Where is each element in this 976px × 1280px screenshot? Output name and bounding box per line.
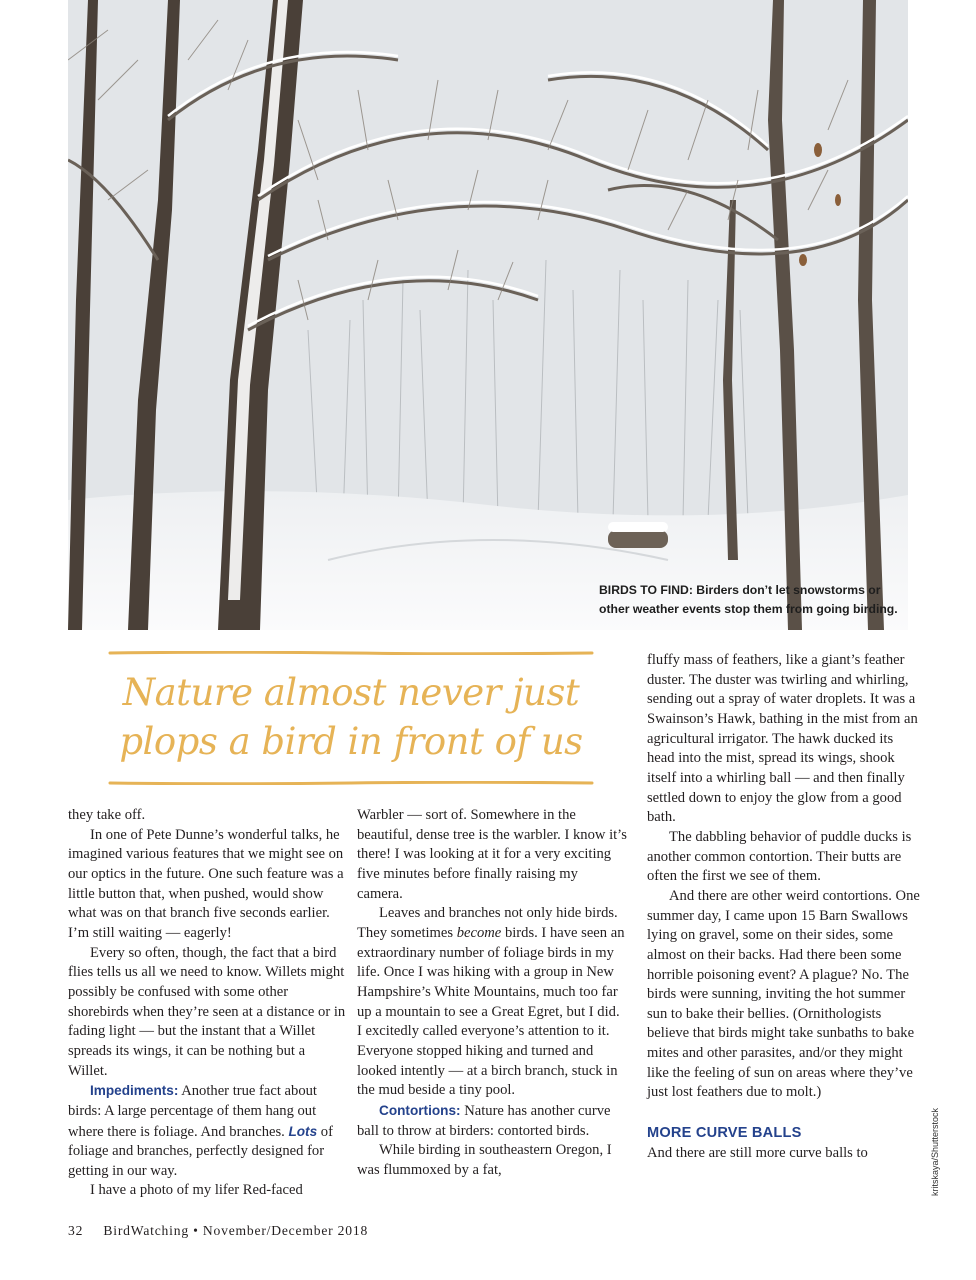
paragraph: Every so often, though, the fact that a bird flies tells us all we need to know. Willets might possibly be confused with some other shorebirds when they’re seen at a distance or in fading light — but the instant that a Willet spreads its wings, it can be nothing but a Willet. bbox=[68, 944, 346, 1079]
paragraph-text: of foliage and branches, perfectly designed for getting in our way. bbox=[68, 1123, 333, 1179]
paragraph: And there are other weird contortions. One summer day, I came upon 15 Barn Swallows lying on gravel, some on their sides, some almost on their backs. Had there been some horrible poisoning event? A plague? No. The birds were sunning, inviting the hot summer sun to bake their bellies. (Ornithologists believe that birds might take sunbaths to bake mites and other parasites, and/or they might like the feeling of sun on areas where they’ve just lost feathers due to molt.) bbox=[647, 887, 920, 1101]
publication-line: BirdWatching • November/December 2018 bbox=[103, 1223, 369, 1238]
pullquote-top-rule bbox=[108, 651, 594, 655]
subhead-more-curve-balls: MORE CURVE BALLS bbox=[647, 1125, 802, 1142]
pullquote-line-2: plops a bird in front of us bbox=[119, 720, 583, 763]
paragraph-text: Leaves and branches not only hide birds. They sometimes bbox=[357, 905, 618, 941]
paragraph: fluffy mass of feathers, like a giant’s feather duster. The duster was twirling and whirling, sending out a spray of water droplets. It was a Swainson’s Hawk, bathing in the mist from an agricultural irrigator. The hawk ducked its head into the mist, spread its wings, shook itself into a whirling ball — and then finally settled down to enjoy the glow from a good bath. bbox=[647, 652, 918, 826]
paragraph: I have a photo of my lifer Red-faced bbox=[90, 1182, 303, 1199]
emphasis-lots: Lots bbox=[288, 1123, 318, 1139]
pullquote-bottom-rule bbox=[108, 781, 594, 785]
paragraph-text: Nature has another curve ball to throw at birders: contorted birds. bbox=[357, 1102, 611, 1139]
paragraph-text: Another true fact about birds: A large percentage of them hang out where there is foliage. And branches. bbox=[68, 1083, 317, 1140]
article-column-2 bbox=[357, 806, 627, 1180]
paragraph: Warbler — sort of. Somewhere in the beautiful, dense tree is the warbler. I know it’s there! I was looking at it for a very exciting five minutes before finally raising my camera. bbox=[357, 807, 627, 902]
photo-caption: BIRDS TO FIND: Birders don’t let snowstorms or other weather events stop them from going birding. bbox=[599, 583, 898, 616]
paragraph-impediments bbox=[68, 1081, 348, 1181]
paragraph: they take off. bbox=[68, 807, 146, 823]
article-column-1 bbox=[68, 806, 348, 1201]
paragraph: While birding in southeastern Oregon, I was flummoxed by a fat, bbox=[357, 1142, 612, 1178]
paragraph bbox=[357, 904, 627, 1101]
paragraph: And there are still more curve balls to bbox=[647, 1144, 868, 1161]
runin-head-impediments: Impediments: bbox=[90, 1083, 179, 1099]
pullquote bbox=[100, 668, 602, 766]
pullquote-line-1: Nature almost never just bbox=[122, 671, 580, 714]
article-column-3 bbox=[647, 651, 922, 1163]
paragraph: In one of Pete Dunne’s wonderful talks, he imagined various features that we might see on our optics in the future. One such feature was a little button that, when pushed, would show what was on that branch five seconds earlier. I’m still waiting — eagerly! bbox=[68, 826, 344, 941]
page-footer bbox=[68, 1223, 368, 1239]
page-number: 32 bbox=[68, 1223, 84, 1238]
snowy-forest-illustration bbox=[68, 0, 908, 630]
emphasis-become: become bbox=[456, 924, 502, 941]
photo-credit: kritskaya/Shutterstock bbox=[930, 1107, 940, 1196]
paragraph-contortions bbox=[357, 1101, 627, 1141]
paragraph-text: birds. I have seen an extraordinary number of foliage birds in my life. Once I was hiking with a group in New Hampshire’s White Mountains, much too far up a mountain to see a Great Egret, but I did. I excitedly called everyone’s attention to it. Everyone stopped hiking and turned and looked intently — at a birch branch, stuck in the mud beside a tiny pool. bbox=[357, 924, 625, 1099]
snowy-forest-photo bbox=[68, 0, 908, 630]
runin-head-contortions: Contortions: bbox=[379, 1102, 461, 1118]
paragraph: The dabbling behavior of puddle ducks is another common contortion. Their butts are often the first we see of them. bbox=[647, 828, 912, 885]
